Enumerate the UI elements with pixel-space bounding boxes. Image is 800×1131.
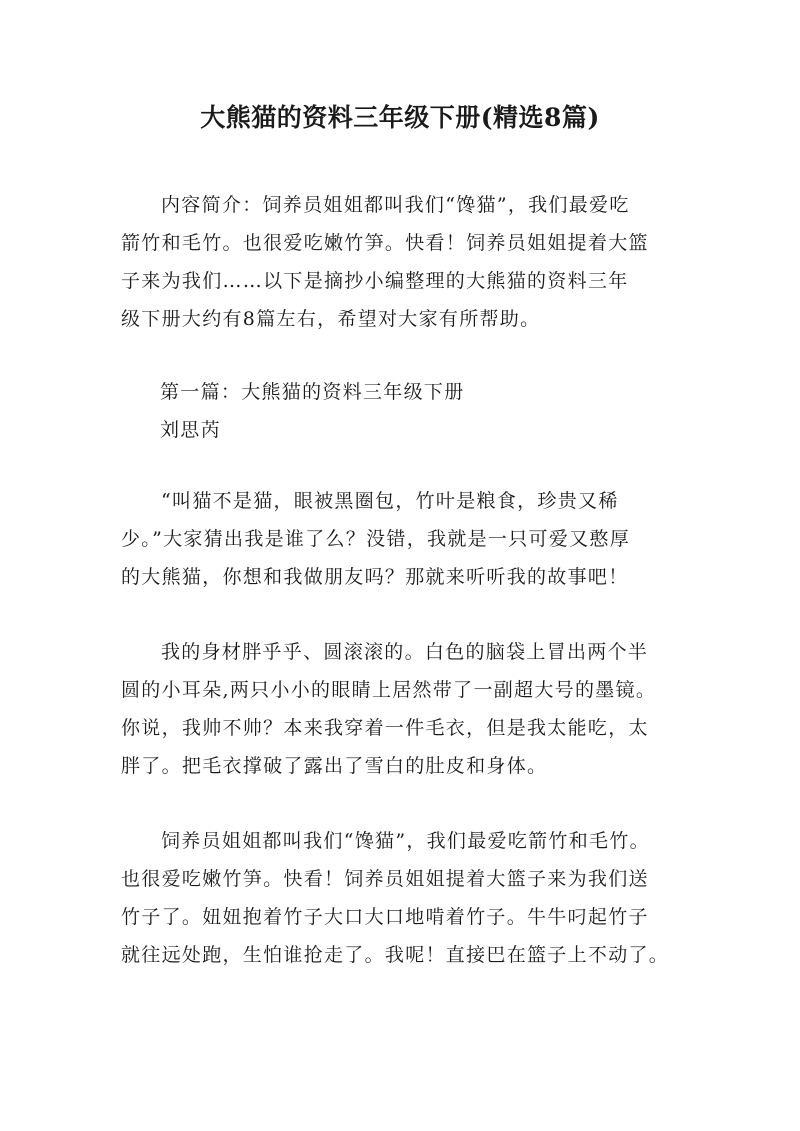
chapter-author: 刘思芮 <box>160 419 221 441</box>
body-paragraph-3-line-3: 竹子了。妞妞抱着竹子大口大口地啃着竹子。牛牛叼起竹子 <box>121 906 649 928</box>
summary-paragraph <box>121 186 687 338</box>
body-paragraph-2-line-1: 我的身材胖乎乎、圆滚滚的。白色的脑袋上冒出两个半 <box>161 641 649 663</box>
body-paragraph-2-line-4: 胖了。把毛衣撑破了露出了雪白的肚皮和身体。 <box>121 755 548 777</box>
summary-line-3: 子来为我们……以下是摘抄小编整理的大熊猫的资料三年 <box>121 270 629 292</box>
document-title: 大熊猫的资料三年级下册(精选8篇) <box>200 103 600 132</box>
chapter-heading: 第一篇：大熊猫的资料三年级下册 <box>160 381 465 403</box>
body-paragraph-1-line-3: 的大熊猫，你想和我做朋友吗？那就来听听我的故事吧！ <box>121 566 629 588</box>
body-paragraph-1-line-2: 少。”大家猜出我是谁了么？没错，我就是一只可爱又憨厚 <box>121 528 631 550</box>
body-paragraph-3-line-1: 饲养员姐姐都叫我们“馋猫”，我们最爱吃箭竹和毛竹。 <box>161 830 650 852</box>
body-paragraph-3-line-2: 也很爱吃嫩竹笋。快看！饲养员姐姐提着大篮子来为我们送 <box>121 868 649 890</box>
summary-line-1: 内容简介：饲养员姐姐都叫我们“馋猫”，我们最爱吃 <box>161 194 630 216</box>
body-paragraph-1 <box>121 482 687 596</box>
body-paragraph-2-line-2: 圆的小耳朵,两只小小的眼睛上居然带了一副超大号的墨镜。 <box>121 679 657 701</box>
body-paragraph-3-line-4: 就往远处跑，生怕谁抢走了。我呢！直接巴在篮子上不动了。 <box>121 944 670 966</box>
body-paragraph-2 <box>121 633 687 785</box>
body-paragraph-1-line-1: “叫猫不是猫，眼被黑圈包，竹叶是粮食，珍贵又稀 <box>161 490 619 512</box>
summary-line-4: 级下册大约有8篇左右，希望对大家有所帮助。 <box>121 308 541 330</box>
body-paragraph-2-line-3: 你说，我帅不帅？本来我穿着一件毛衣，但是我太能吃，太 <box>121 717 649 739</box>
summary-line-2: 箭竹和毛竹。也很爱吃嫩竹笋。快看！饲养员姐姐提着大篮 <box>121 232 649 254</box>
body-paragraph-3 <box>121 822 687 974</box>
